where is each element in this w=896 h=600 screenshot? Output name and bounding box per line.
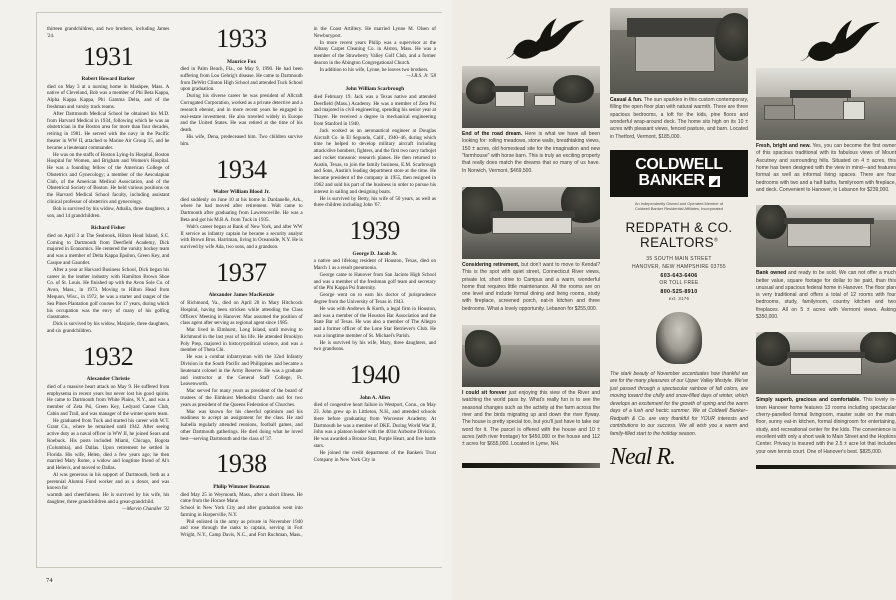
address-line-1: 35 SOUTH MAIN STREET [646, 256, 712, 263]
obituary-paragraph: Dick is survived by his widow, Marjorie, three daughters, and six grandchildren. [47, 321, 170, 334]
ad-column-center [610, 6, 748, 471]
phone-extension: ext. 3176 [668, 296, 690, 302]
class-year-heading: 1938 [216, 449, 267, 479]
obituary-paragraph: died on May 3 at a nursing home in Mashpee, Mass. A native of Cleveland, Bob was a member of Phi Beta Kappa, Alpha Kappa Kappa, Phi Gamma Delta, and of the freshman and varsity track teams. [47, 83, 170, 111]
obituary-paragraph: He joined the credit department of the Bankers Trust Company in New York City in [313, 449, 436, 463]
toll-free-label: OR TOLL FREE [659, 280, 699, 287]
obituary-name-heading: Maurice Fox [227, 58, 256, 65]
firm-contact-block [610, 256, 748, 303]
bottom-rule-right [756, 465, 896, 469]
obituary-name-heading: Robert Howard Barker [81, 76, 135, 83]
flying-goose-icon [462, 12, 600, 64]
property-photo-end-of-road [462, 66, 600, 128]
obituary-paragraph: of Richmond, Va., died on April 28 in Mary Hitchcock Hospital, having been stricken while attending the Class Officers' Meeting in Hanover. Mac assumed the position of class agent after serving as regional agent since 1985. [180, 300, 303, 327]
franchise-disclaimer [610, 201, 748, 212]
listing-text-fresh-bright-new [756, 143, 896, 194]
obituary-name-heading: Philip Wimmer Beatman [213, 483, 270, 490]
flying-goose-icon-right [756, 14, 896, 66]
obituary-name-heading: John A. Allen [359, 394, 391, 401]
listing-text-bank-owned [756, 270, 896, 321]
class-year-heading: 1931 [82, 41, 134, 71]
obituary-name-heading: Richard Fisher [91, 225, 126, 232]
listing-text-considering-retirement [462, 262, 600, 313]
listing-headline: End of the road dream. [462, 131, 523, 137]
obituary-paragraph: His wife, Dena, predeceased him. Two children survive him. [180, 133, 303, 147]
address-line-2: HANOVER, NEW HAMPSHIRE 03755 [632, 263, 726, 270]
listing-headline: Simply superb, gracious and comfortable. [756, 397, 861, 404]
listing-headline: Bank owned [756, 270, 787, 277]
class-year-heading: 1940 [349, 360, 401, 390]
obituary-paragraph: died of a massive heart attack on May 9. He suffered from emphysema in recent years but never lost his good spirits. He came to Dartmouth from White Plains, N.Y., and was a member of Zeta Psi, Green Key, Ledyard Canoe Club, Cabin and Trail, and was manager of the winter sports team. [47, 383, 170, 417]
ad-column-right [756, 6, 896, 469]
listing-body: Yes, you can become the first owner of this spacious traditional with its fabulous views of Mount Ascutney and surrounding hills. Situated on 4 ± acres, this home has been designed with the view in mind—and features formal as well as informal living spaces. There are four bedrooms with two and a half baths, familyroom with fireplace, and deck. Convenient to Hanover, in Lebanon for $239,000. [756, 143, 896, 193]
registered-trademark-icon: ® [713, 237, 718, 244]
obituary-name-heading: Walter William Blood Jr. [213, 189, 270, 196]
advertisement-section [452, 0, 896, 600]
obituary-attribution: —J.R.S. Jr. '58 [406, 73, 436, 80]
obituary-paragraph: Mac lived in Elmhurst, Long Island, until moving to Richmond in the last year of his life. He attended Brooklyn Poly Prep, majored in history/political science, and was a member of Theta Chi. [180, 327, 303, 354]
disclaimer-line-1: An Independently Owned and Operated Member of [634, 200, 724, 206]
agent-letter-text: The stark beauty of November accentuates how thankful we are for the many pleasures of our Upper Valley lifestyle. We've just passed through a spectacular rainbow of fall colors, are moving toward the chilly and snow-filled days of winter, which develops an excitement for the growth of spring and the warm days of a lush and hectic summer. We at Coldwell Banker–Redpath & Co. are very thankful for YOUR interests and contributions to our success. We all wish you a warm and family-filled start to the holiday season. [610, 370, 748, 437]
class-year-heading: 1934 [216, 154, 267, 184]
coldwell-banker-logo [610, 150, 748, 197]
phone-number[interactable]: 603-643-6406 [660, 272, 698, 279]
obituary-paragraph: Mac was known for his cheerful optimism and his readiness to accept an assignment for the class. He and Isabella regularly attended reunions, football games, and other Dartmouth gatherings. He died doing what he loved best—serving Dartmouth and the class of '37. [180, 408, 303, 442]
obituary-name-heading: John William Scarbrough [345, 86, 405, 93]
agent-signature: Neal R. [610, 444, 675, 471]
obituary-paragraph: died May 25 in Weymouth, Mass., after a short illness. He came from the Horace Mann [180, 491, 303, 505]
obituary-paragraph: He was a combat infantryman with the 32nd Infantry Division in the South Pacific and Philippines and became a lieutenant colonel in the Army Reserve. He was a graduate and instructor at the General Staff College, Ft. Leavenworth. [180, 354, 303, 388]
property-photo-simply-superb [756, 332, 896, 394]
listing-headline: Fresh, bright and new. [756, 143, 811, 149]
obituary-paragraph: a native and lifelong resident of Houston, Texas, died on March 1 as a result pneumonia. [313, 258, 436, 272]
listing-text-end-of-road [462, 131, 600, 175]
obituary-paragraph: Walt's career began at Bank of New York, and after WW II service as infantry captain he became a security analyst with Brown Bros. Harriman, living in Oceanside, N.Y. He is survived by wife Ada, two sons, and a grandson. [180, 223, 303, 251]
obituary-name-heading: Alexander Christie [86, 376, 130, 383]
class-year-heading: 1933 [216, 24, 267, 53]
firm-name [610, 220, 748, 250]
listing-text-i-could-sit-forever [462, 390, 600, 449]
listing-body: just enjoying this view of the River and watching the world pass by. What's really fun is to see the seasonal changes such as the activity at the farm across the river and the birds migrating up and down the river flyway. The house is pretty special too, but you'll just have to take our word for it. The parcel is offered with the house and 10 ± acres (with river frontage) for $450,000 or the house and 112 ± acres for $655,000. Located in Lyme, NH. [462, 390, 600, 448]
logo-line-1: COLDWELL [635, 155, 723, 173]
firm-name-line-2: REALTORS [640, 235, 714, 251]
listing-headline: I could sit forever [462, 390, 507, 397]
obituary-paragraph: Mac served for many years as president of the board of trustees of the Elmhurst Methodist Church and for two years as president of the Queens Federation of Churches. [180, 388, 303, 408]
obituary-paragraph: He was with Andrews & Kurth, a legal firm in Houston, and was a member of the Houston Bar Association and the State Bar of Texas. He was also a member of The Allegro and a former officer of the Lone Star Retriever's Club. He was a longtime member of St. Michael's Parish. [313, 305, 436, 339]
page-number: 74 [46, 577, 53, 584]
obituary-paragraph: warmth and cheerfulness. He is survived by his wife, his daughter, three grandchildren and a great-grandchild. [47, 492, 170, 506]
obituary-paragraph: After a year at Harvard Business School, Dick began his career in the leather industry with Hamilton Brown Shoe Co. of St. Louis. He finished up with the Avon Sole Co. of Avon, Mass., in 1973. Moving to Hilton Head from Mequon, Wisc., in 1972, he was a starter and ranger of the Sea Pines Plantation golf courses for 17 years, during which his occupation was the envy of many of his golfing classmates. [47, 266, 170, 321]
obituary-paragraph: died February 19. Jack was a Texas native and attended Deerfield (Mass.) Academy. He was a member of Zeta Psi and majored in civil engineering, spending his senior year at Thayer. He received a degree in mechanical engineering from Stanford in 1940. [313, 93, 436, 127]
property-photo-bank-owned [756, 205, 896, 267]
logo-line-2: BANKER [638, 171, 705, 189]
listing-text-simply-superb [756, 397, 896, 456]
obituary-paragraph: He was on the staffs of Boston Lying-In Hospital, Boston Hospital for Women, and Brigham and Women's Hospital. He was a founding fellow of the American College of Obstetrics and Gynecology; a member of the Aesculapian Club, of the American Medical Association, and of the Obstetrical Society of Boston. He held various positions on the Harvard Medical School faculty, including assistant clinical professor of obstetrics and gynecology. [47, 151, 170, 205]
bottom-rule-left [462, 463, 600, 468]
obituary-paragraph: died suddenly on June 10 at his home in Dardanelle, Ark., where he had moved after retirement. Walt came to Dartmouth after graduating from Lawrenceville. He was a Beta and got his M.B.A. from Tuck in 1935. [180, 196, 303, 223]
listing-text-casual-and-fun [610, 97, 748, 141]
obituary-paragraph: After Dartmouth Medical School he obtained his M.D. from Harvard Medical in 1934, following which he was an obstetrician in the Boston area for more than four decades, retiring in 1981. He served with the navy in the Pacific theater in WW II, attached to Marine Air Group 15, and he became a lieutenant commander. [47, 110, 170, 151]
editorial-section [36, 12, 442, 568]
obituary-paragraph: During his diverse career he was president of Allcraft Corrugated Corporation, worked as a private detective and a research ebenist, and in more recent years he engaged in real-estate investment. He also traveled widely in Europe and the United States. He was retired at the time of his death. [180, 93, 303, 134]
obituary-columns [47, 26, 436, 549]
coldwell-banker-mark-icon: ◢ [709, 176, 720, 187]
obituary-paragraph: George came to Hanover from San Jacinto High School and was a member of the freshman golf team and secretary of the Phi Kappa Psi fraternity. [313, 271, 436, 292]
ad-column-left [462, 6, 600, 468]
obituary-paragraph: In more recent years Philip was a supervisor at the Albany Carpet Cleaning Co. in Alston, Mass. He was a member of the Strawberry Valley Golf Club, and a former deacon in the Abington Congregational Church. [313, 39, 436, 66]
firm-name-line-1: REDPATH & CO. [625, 219, 733, 235]
listing-body: This lovely in-town Hanover home features 13 rooms including spectacular cherry-panelled formal livingroom, master suite on the main floor, sunny eat-in kitchen, formal diningroom for entertaining, study, and recreational center for the kids. The convenience is excellent with only a short walk to Main Street and the Hopkins Center. Privacy is insured with the 2.5 ± acre lot that includes your own tennis court. One of Hanover's best. $825,000. [756, 397, 896, 455]
class-year-heading: 1937 [216, 257, 267, 287]
obituary-paragraph: He is survived by Betty, his wife of 50 years, as well as three children including John '67. [313, 195, 436, 209]
listing-body: The sun sparkles in this custom contemporary, filling the open floor plan with natural warmth. There are three spacious bedrooms, a loft for the kids, pine floors and wonderful wrap-around deck. The home sits high on its 10 ± acres with pleasant views, fenced pasture, and barn. Located in Thetford, Vermont, $185,000. [610, 97, 748, 140]
property-photo-considering-retirement [462, 187, 600, 259]
obituary-paragraph: died in Palm Beach, Fla., on May 9, 1990. He had been suffering from Lou Gehrig's disease. He came to Dartmouth from DeWitt Clinton High School and attended Tuck School upon graduation. [180, 66, 303, 93]
obituary-paragraph: He graduated from Tuck and started his career with W.T. Grant Co., where he remained until 1942. After seeing active duty as a naval officer in WW II, he joined Sears and Roebuck. His posts included Miami, Chicago, Bogota (Columbia), and Dallas. Upon retirement he settled in Florida. His wife, Helen, died a few years ago; he then married Mary Rome, a widow and longtime friend of Al's and Helen's, and moved to Dallas. [47, 417, 170, 472]
obituary-name-heading: George D. Jacob Jr. [352, 250, 398, 257]
toll-free-number[interactable]: 800-525-8910 [660, 288, 698, 295]
property-photo-i-could-sit-forever [462, 325, 600, 387]
class-year-heading: 1939 [349, 216, 401, 246]
property-photo-fresh-bright-new [756, 68, 896, 140]
obituary-paragraph: Bob is survived by his widow, Athalia, three daughters, a son, and 14 grandchildren. [47, 205, 170, 219]
obituary-name-heading: Alexander James MacKenzie [208, 292, 275, 299]
obituary-paragraph: died on April 3 at The Seabrook, Hilton Head Island, S.C. Coming to Dartmouth from Deerfield Academy, Dick majored in Economics. He centered the varsity hockey team and was a member of Delta Kappa Epsilon, Green Key, and Casque and Gauntlet. [47, 232, 170, 267]
listing-body: Here is what we have all been looking for: rolling meadows, stone walls, breathtaking views, 150 ± acres, old homestead site for the imagination and new "farmhouse" with horse barn. This is truly an exciting property that really does match the dreams that so many of us have. In Norwich, Vermont, $469,500. [462, 131, 601, 174]
listing-headline: Casual & fun. [610, 97, 643, 103]
obituary-paragraph: thirteen grandchildren, and two brothers, including James '24. [47, 26, 170, 39]
obituary-paragraph: George went on to earn his doctor of jurisprudence degree from the University of Texas in 1943. [313, 292, 436, 305]
obituary-paragraph: In addition to his wife, Lynne, he leaves two brothers. [319, 66, 429, 73]
obituary-paragraph: School in New York City and after graduation went into farming in Harperville, N.Y. [180, 505, 303, 518]
obituary-paragraph: Al was generous in his support of Dartmouth, both as a perennial Alumni Fund worker and as a donor, and was known for [47, 471, 170, 492]
listing-body: and ready to be sold. We can not offer a much better value, square footage for dollar to be paid, than this unusual and spacious federal home in Hanover. The floor plan is very traditional and offers a total of 12 rooms with four bedrooms, study, familyroom, country kitchen and two fireplaces. All on 5 ± acres with Vermont views. Asking $350,000. [756, 270, 896, 321]
obituary-attribution: —Marvin Chandler '32 [122, 505, 170, 512]
property-photo-casual-and-fun [610, 8, 748, 94]
obituary-paragraph: Phil enlisted in the army as private in November 1940 and rose through the ranks to captain, serving in Fort Wright, N.Y., Camp Davis, N.C., and Fort Ruchman, Mass., in the Coast Artillery. He married Lynne M. Olsen of Newburyport. [180, 26, 436, 539]
listing-headline: Considering retirement, [462, 261, 520, 268]
obituary-paragraph: Jack worked as an aeronautical engineer at Douglas Aircraft Co. in El Segundo, Calif., 1940–46, during which time he helped to develop military aircraft including attack/dive bombers, fighters, and the first two navy turbojet and rocket transonic research planes. He then returned to Austin, Texas, to join the family business, E.M. Scarbrough and Sons, Austin's leading department store at the time. He became president of the company in 1955, then resigned in 1962 and sold his part of the business in order to pursue his interest in sailing and designing boats. [313, 127, 436, 195]
agent-headshot-photo [656, 312, 702, 364]
obituary-paragraph: died of congestive heart failure in Westport, Conn., on May 23. John grew up in Littleton, N.H., and attended schools there before graduating from Worcester Academy. At Dartmouth he was a member of DKE. During World War II, John was a platoon leader with the 401st Airborne Division. He was awarded a Bronze Star, Purple Heart, and five battle stars. [313, 402, 436, 450]
listing-body: but don't want to move to Kendal? This is the spot with quiet street, Connecticut River views, private lot, short drive to Campus and a warm, wonderful home that requires little maintenance. All the rooms are on one level and include formal dining and living rooms, study with fireplace, screened porch, eat-in kitchen and three bedrooms. What a lovely opportunity. Lebanon for $255,000. [462, 261, 600, 312]
disclaimer-line-2: Coldwell Banker Residential Affiliates, Incorporated [635, 206, 723, 212]
class-year-heading: 1932 [82, 341, 134, 371]
obituary-paragraph: He is survived by his wife, Mary, three daughters, and two grandsons. [313, 339, 436, 353]
